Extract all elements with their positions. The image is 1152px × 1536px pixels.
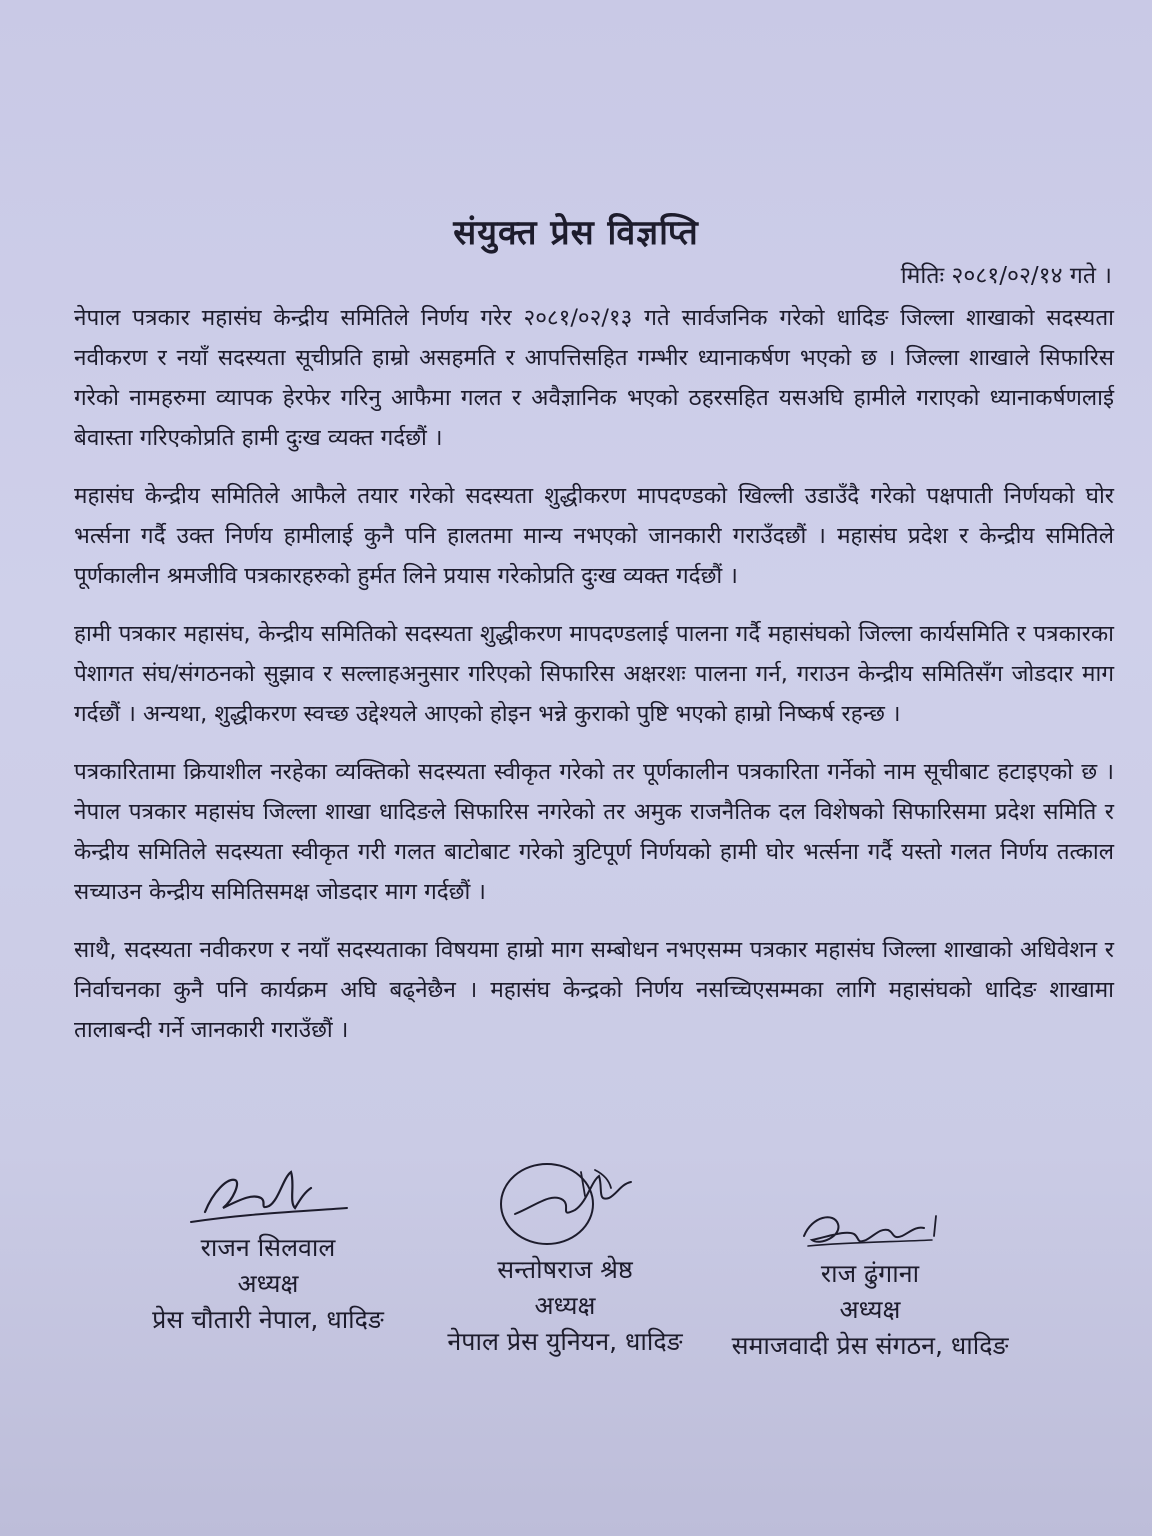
signature-mark-3 xyxy=(790,1206,950,1256)
signatory-3-org: समाजवादी प्रेस संगठन, धादिङ xyxy=(731,1331,1009,1360)
paragraph-4: पत्रकारितामा क्रियाशील नरहेका व्यक्तिको सदस्यता स्वीकृत गरेको तर पूर्णकालीन पत्रकारिता गर्नेको नाम सूचीबाट हटाइएको छ । नेपाल पत्रकार महासंघ जिल्ला शाखा धादिङले सिफारिस नगरेको तर अमुक राजनैतिक दल विशेषको सिफारिसमा प्रदेश समिति र केन्द्रीय समितिले सदस्यता स्वीकृत गरी गलत बाटोबाट गरेको त्रुटिपूर्ण निर्णयको हामी घोर भर्त्सना गर्दै यस्तो गलत निर्णय तत्काल सच्याउन केन्द्रीय समितिसमक्ष जोडदार माग गर्दछौं । xyxy=(74,759,1114,905)
signature-mark-2 xyxy=(485,1152,645,1252)
signatory-1-name: राजन सिलवाल xyxy=(200,1233,336,1262)
paragraph-1: नेपाल पत्रकार महासंघ केन्द्रीय समितिले निर्णय गरेर २०८१/०२/१३ गते सार्वजनिक गरेको धादिङ जिल्ला शाखाको सदस्यता नवीकरण र नयाँ सदस्यता सूचीप्रति हाम्रो असहमति र आपत्तिसहित गम्भीर ध्यानाकर्षण भएको छ । जिल्ला शाखाले सिफारिस गरेको नामहरुमा व्यापक हेरफेर गरिनु आफैमा गलत र अवैज्ञानिक भएको ठहरसहित यसअघि हामीले गराएको ध्यानाकर्षणलाई बेवास्ता गरिएकोप्रति हामी दुःख व्यक्त गर्दछौं । xyxy=(74,305,1114,451)
signatory-1-org: प्रेस चौतारी नेपाल, धादिङ xyxy=(152,1305,384,1334)
signatory-3-role: अध्यक्ष xyxy=(839,1295,901,1324)
document-body xyxy=(74,298,1114,1068)
signatory-2 xyxy=(405,1152,725,1360)
signatory-1 xyxy=(108,1158,428,1338)
signatory-2-org: नेपाल प्रेस युनियन, धादिङ xyxy=(447,1327,683,1356)
paragraph-2: महासंघ केन्द्रीय समितिले आफैले तयार गरेको सदस्यता शुद्धीकरण मापदण्डको खिल्ली उडाउँदै गरेको पक्षपाती निर्णयको घोर भर्त्सना गर्दै उक्त निर्णय हामीलाई कुनै पनि हालतमा मान्य नभएको जानकारी गराउँदछौं । महासंघ प्रदेश र केन्द्रीय समितिले पूर्णकालीन श्रमजीवि पत्रकारहरुको हुर्मत लिने प्रयास गरेकोप्रति दुःख व्यक्त गर्दछौं । xyxy=(74,483,1114,589)
document-title: संयुक्त प्रेस विज्ञप्ति xyxy=(453,213,699,253)
signatory-2-role: अध्यक्ष xyxy=(534,1291,596,1320)
signatory-2-name: सन्तोषराज श्रेष्ठ xyxy=(497,1255,633,1284)
document-date: मितिः २०८१/०२/१४ गते । xyxy=(900,263,1112,289)
signatory-3 xyxy=(700,1206,1040,1364)
paragraph-3: हामी पत्रकार महासंघ, केन्द्रीय समितिको सदस्यता शुद्धीकरण मापदण्डलाई पालना गर्दै महासंघको जिल्ला कार्यसमिति र पत्रकारका पेशागत संघ/संगठनको सुझाव र सल्लाहअनुसार गरिएको सिफारिस अक्षरशः पालना गर्न, गराउन केन्द्रीय समितिसँग जोडदार माग गर्दछौं । अन्यथा, शुद्धीकरण स्वच्छ उद्देश्यले आएको होइन भन्ने कुराको पुष्टि भएको हाम्रो निष्कर्ष रहन्छ । xyxy=(74,621,1114,727)
signature-mark-1 xyxy=(183,1158,353,1230)
signatory-1-role: अध्यक्ष xyxy=(237,1269,299,1298)
paragraph-5: साथै, सदस्यता नवीकरण र नयाँ सदस्यताका विषयमा हाम्रो माग सम्बोधन नभएसम्म पत्रकार महासंघ जिल्ला शाखाको अधिवेशन र निर्वाचनका कुनै पनि कार्यक्रम अघि बढ्नेछैन । महासंघ केन्द्रको निर्णय नसच्चिएसम्मका लागि महासंघको धादिङ शाखामा तालाबन्दी गर्ने जानकारी गराउँछौं । xyxy=(74,937,1114,1043)
signatory-3-name: राज ढुंगाना xyxy=(820,1259,920,1288)
